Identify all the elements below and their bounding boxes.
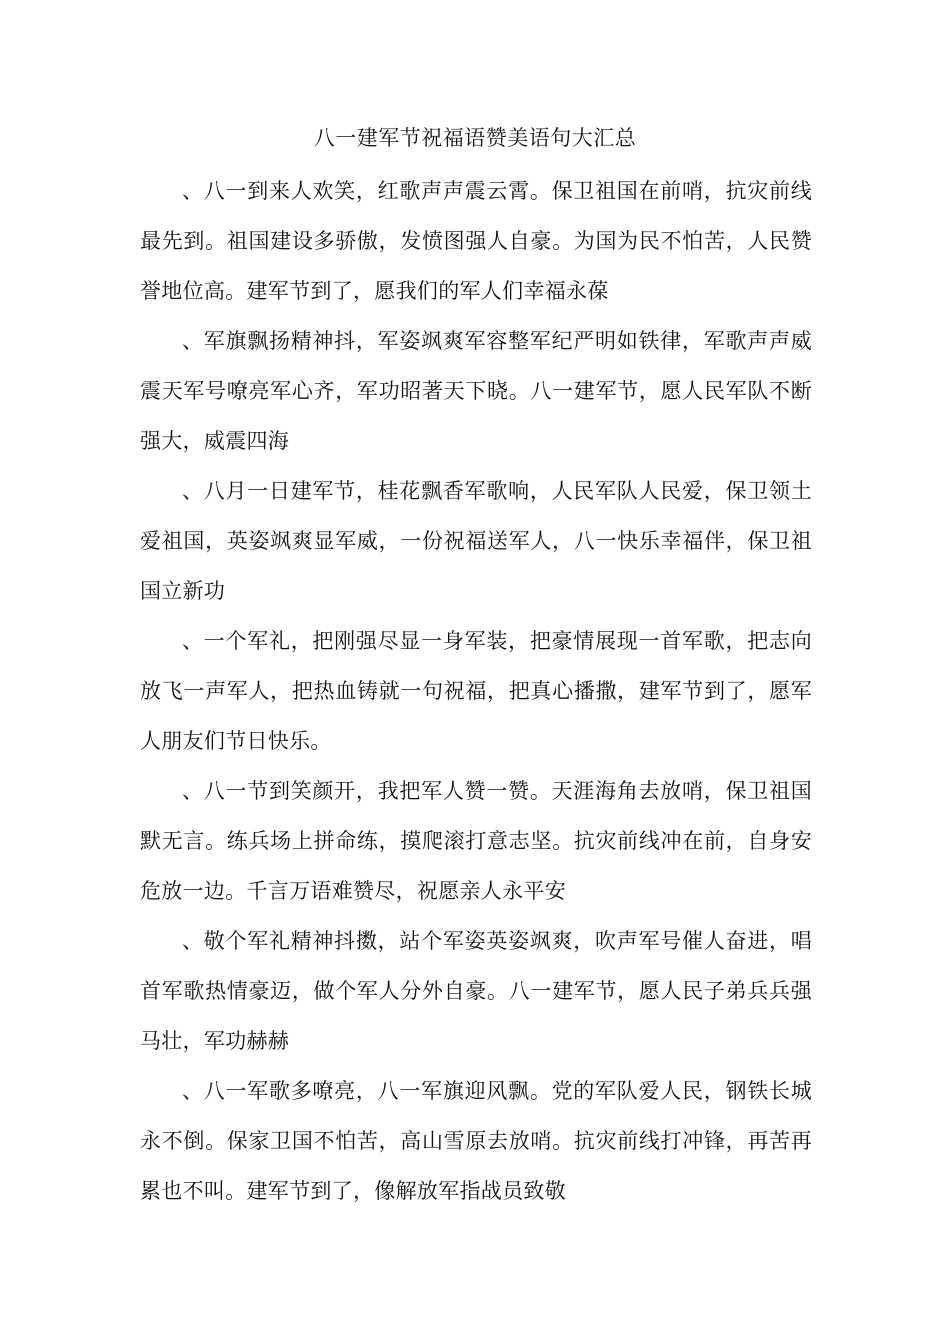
- paragraph-5: 、八一节到笑颜开，我把军人赞一赞。天涯海角去放哨，保卫祖国默无言。练兵场上拼命练，摸爬滚打意志坚。抗灾前线冲在前，自身安危放一边。千言万语难赞尽，祝愿亲人永平安: [140, 779, 812, 903]
- paragraph-4: 、一个军礼，把刚强尽显一身军装，把豪情展现一首军歌，把志向放飞一声军人，把热血铸就一句祝福，把真心播撒，建军节到了，愿军人朋友们节日快乐。: [140, 629, 812, 753]
- paragraph-2: 、军旗飘扬精神抖，军姿飒爽军容整军纪严明如铁律，军歌声声威震天军号嘹亮军心齐，军功昭著天下晓。八一建军节，愿人民军队不断强大，威震四海: [140, 329, 812, 453]
- paragraph-3: 、八月一日建军节，桂花飘香军歌响，人民军队人民爱，保卫领土爱祖国，英姿飒爽显军威，一份祝福送军人，八一快乐幸福伴，保卫祖国立新功: [140, 479, 812, 603]
- document-title: 八一建军节祝福语赞美语句大汇总: [313, 126, 637, 150]
- paragraph-1: 、八一到来人欢笑，红歌声声震云霄。保卫祖国在前哨，抗灾前线最先到。祖国建设多骄傲，发愤图强人自豪。为国为民不怕苦，人民赞誉地位高。建军节到了，愿我们的军人们幸福永葆: [140, 179, 812, 303]
- paragraph-7: 、八一军歌多嘹亮，八一军旗迎风飘。党的军队爱人民，钢铁长城永不倒。保家卫国不怕苦，高山雪原去放哨。抗灾前线打冲锋，再苦再累也不叫。建军节到了，像解放军指战员致敬: [140, 1079, 812, 1203]
- paragraph-6: 、敬个军礼精神抖擞，站个军姿英姿飒爽，吹声军号催人奋进，唱首军歌热情豪迈，做个军人分外自豪。八一建军节，愿人民子弟兵兵强马壮，军功赫赫: [140, 929, 812, 1053]
- document-body: [140, 166, 812, 1216]
